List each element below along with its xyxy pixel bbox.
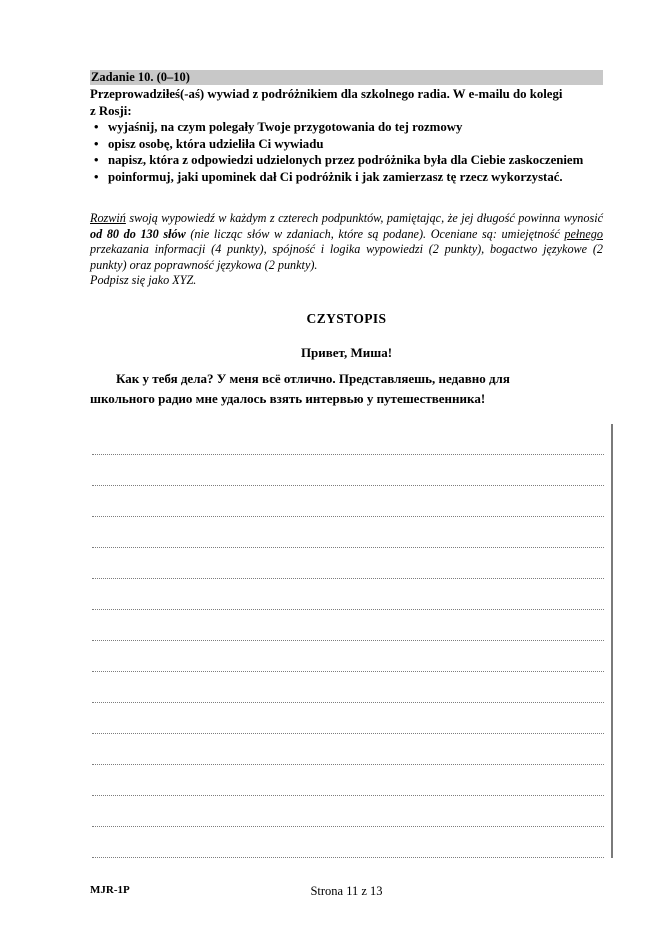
exam-code-label: MJR-1P — [90, 884, 130, 896]
note-segment-after-rozwin: swoją wypowiedź w każdym z czterech podpunktów, pamiętając, że jej długość powinna wynosić — [125, 211, 603, 225]
note-segment-pelnego: pełnego — [564, 226, 603, 241]
answer-line[interactable] — [92, 734, 604, 765]
note-segment-after-range: (nie licząc słów w zdaniach, które są podane). Oceniane są: umiejętność — [185, 226, 565, 241]
bullet-text: poinformuj, jaki upominek dał Ci podróżnik i jak zamierzasz tę rzecz wykorzystać. — [108, 169, 563, 184]
bullet-dot-icon: • — [94, 120, 99, 134]
russian-greeting: Привет, Миша! — [300, 344, 393, 360]
page-footer — [90, 884, 603, 900]
bullet-text: napisz, która z odpowiedzi udzielonych przez podróżnika była dla Ciebie zaskoczeniem — [108, 153, 584, 167]
task-prompt-line-1: Przeprowadziłeś(-aś) wywiad z podróżnikiem dla szkolnego radia. W e-mailu do kolegi — [90, 87, 563, 101]
answer-line[interactable] — [92, 486, 604, 517]
task-prompt-line-2: z Rosji: — [90, 103, 132, 118]
bullet-dot-icon: • — [94, 136, 99, 151]
note-segment-after-pelnego: przekazania informacji (4 punkty), spójność i logika wypowiedzi (2 punkty), bogactwo językowe (2 punkty) oraz poprawność językowa (2 punkty). — [90, 242, 603, 272]
answer-line[interactable] — [92, 765, 604, 796]
answer-line[interactable] — [92, 610, 604, 641]
answer-line[interactable] — [92, 827, 604, 858]
answer-lines[interactable] — [92, 424, 604, 858]
answer-line[interactable] — [92, 641, 604, 672]
task-bullet-list — [90, 119, 603, 185]
note-segment-word-range: od 80 do 130 słów — [90, 226, 186, 241]
answer-line[interactable] — [92, 672, 604, 703]
task-header-bar — [90, 70, 603, 85]
list-item — [90, 169, 603, 186]
list-item — [90, 136, 603, 153]
bullet-text: opisz osobę, która udzieliła Ci wywiadu — [108, 136, 324, 151]
note-segment-rozwin: Rozwiń — [90, 211, 126, 225]
page-number-label: Strona 11 z 13 — [310, 884, 383, 898]
czystopis-heading: CZYSTOPIS — [306, 310, 387, 326]
bullet-text: wyjaśnij, na czym polegały Twoje przygotowania do tej rozmowy — [108, 120, 463, 134]
bullet-dot-icon: • — [94, 169, 99, 184]
answer-line[interactable] — [92, 548, 604, 579]
answer-line[interactable] — [92, 424, 604, 455]
task-prompt — [90, 86, 603, 119]
content-column — [90, 70, 603, 409]
task-header-label: Zadanie 10. (0–10) — [91, 70, 190, 84]
list-item — [90, 152, 603, 169]
answer-line[interactable] — [92, 579, 604, 610]
russian-body — [90, 369, 603, 409]
answer-line[interactable] — [92, 703, 604, 734]
list-item — [90, 119, 603, 136]
note-signature-line: Podpisz się jako XYZ. — [90, 273, 197, 288]
answer-line[interactable] — [92, 455, 604, 486]
answer-line[interactable] — [92, 796, 604, 827]
assessment-note — [90, 211, 603, 289]
bullet-dot-icon: • — [94, 153, 99, 167]
marking-margin-rule — [611, 424, 613, 858]
russian-body-line-2: школьного радио мне удалось взять интервью у путешественника! — [90, 390, 486, 406]
russian-body-line-1: Как у тебя дела? У меня всё отлично. Представляешь, недавно для — [116, 370, 510, 386]
answer-line[interactable] — [92, 517, 604, 548]
